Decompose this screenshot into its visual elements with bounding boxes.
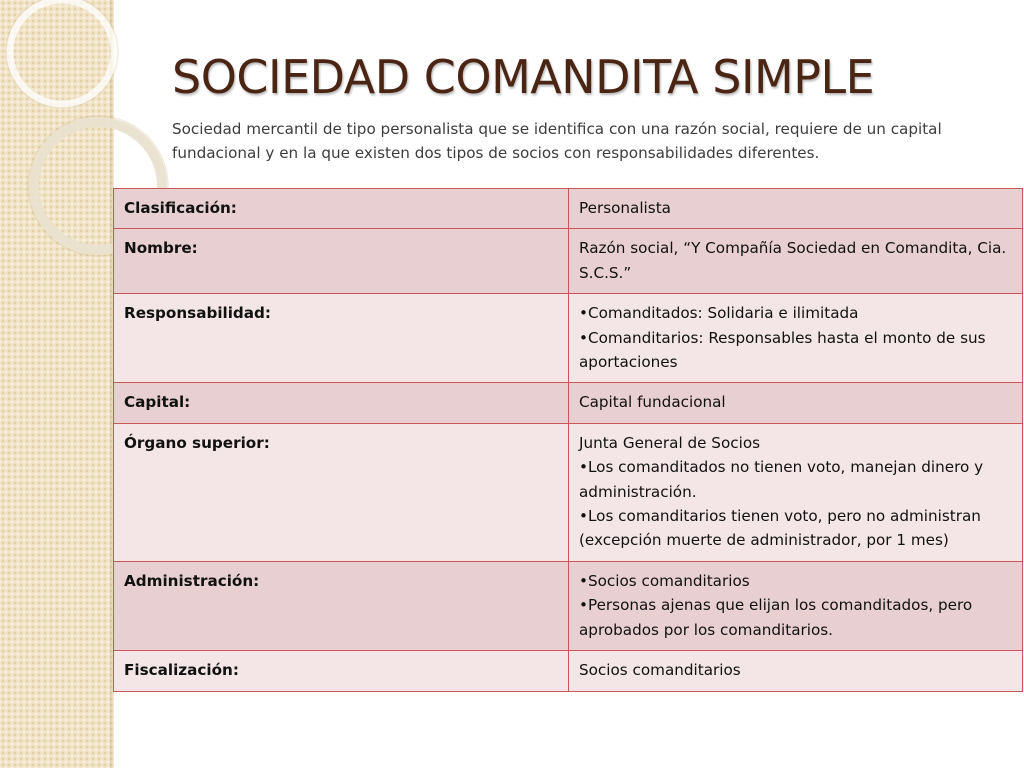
row-label: Órgano superior: (114, 423, 569, 561)
row-label: Responsabilidad: (114, 294, 569, 383)
table-row-responsabilidad (114, 294, 1023, 383)
table-row-clasificacion (114, 189, 1023, 229)
slide-title: SOCIEDAD COMANDITA SIMPLE (172, 50, 875, 104)
table-row-fiscalizacion (114, 651, 1023, 691)
table-row-administracion (114, 561, 1023, 650)
value-line: Socios comanditarios (579, 661, 741, 680)
row-label: Clasificación: (114, 189, 569, 229)
table-row-capital (114, 383, 1023, 423)
row-label: Capital: (114, 383, 569, 423)
row-value (569, 561, 1023, 650)
value-line: •Socios comanditarios (579, 571, 750, 590)
table-row-organo-superior (114, 423, 1023, 561)
value-line: •Los comanditarios tienen voto, pero no administran (excepción muerte de administrador, por 1 mes) (579, 507, 981, 550)
value-line: •Comanditarios: Responsables hasta el monto de sus aportaciones (579, 328, 986, 372)
value-line: •Personas ajenas que elijan los comanditados, pero aprobados por los comanditarios. (579, 596, 973, 639)
row-value (569, 423, 1023, 561)
value-line: Razón social, “Y Compañía Sociedad en Comandita, Cia. S.C.S.” (579, 239, 1007, 282)
value-line: Junta General de Socios (579, 433, 761, 452)
row-label: Administración: (114, 561, 569, 650)
value-line: •Comanditados: Solidaria e ilimitada (579, 304, 859, 323)
row-value (569, 651, 1023, 691)
value-line: Capital fundacional (579, 393, 726, 412)
table-row-nombre (114, 229, 1023, 294)
row-value (569, 383, 1023, 423)
row-value (569, 294, 1023, 383)
slide-subtitle: Sociedad mercantil de tipo personalista que se identifica con una razón social, requiere de un capital fundacional y en la que existen dos tipos de socios con responsabilidades diferentes. (172, 120, 942, 162)
row-label: Fiscalización: (114, 651, 569, 691)
row-value (569, 229, 1023, 294)
row-label: Nombre: (114, 229, 569, 294)
company-info-table (113, 188, 1023, 692)
value-line: Personalista (579, 199, 671, 217)
value-line: •Los comanditados no tienen voto, manejan dinero y administración. (579, 458, 984, 501)
row-value (569, 189, 1023, 229)
